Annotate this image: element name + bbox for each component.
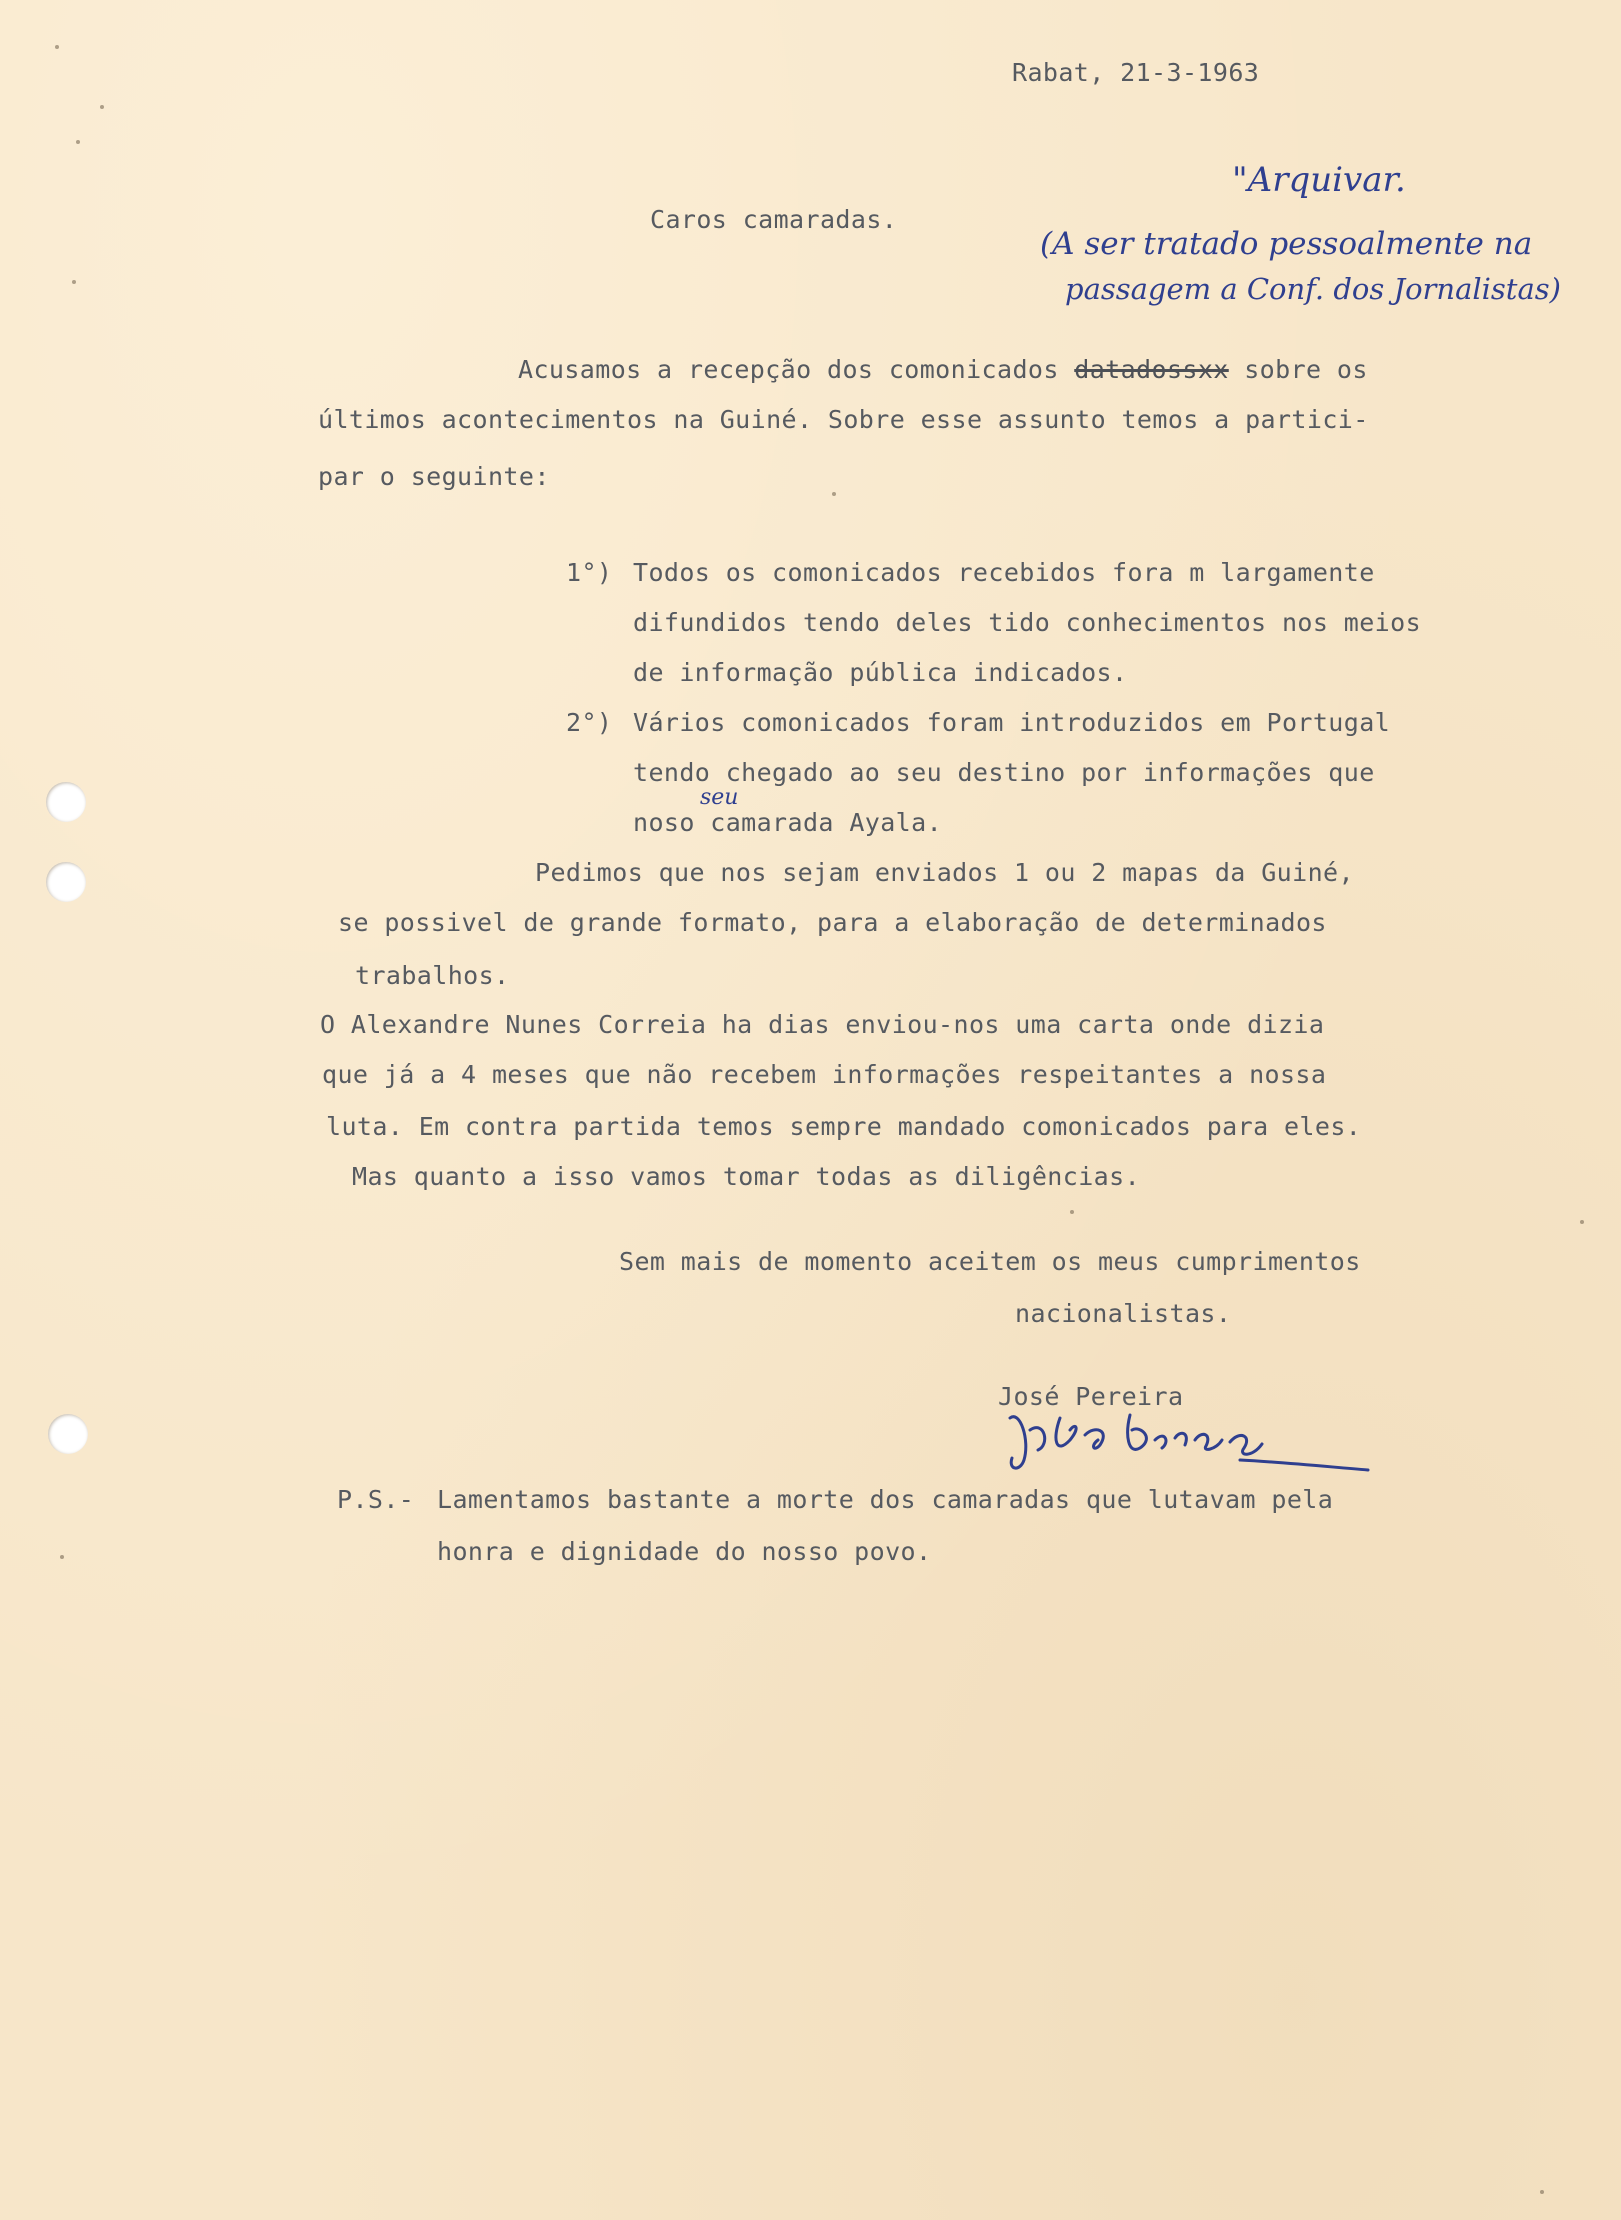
handwritten-note-line2: passagem a Conf. dos Jornalistas)	[1065, 272, 1561, 306]
item-1-line-1: Todos os comonicados recebidos fora m largamente	[633, 558, 1375, 587]
paper-speck	[1070, 1210, 1074, 1214]
paragraph-3-line-3: luta. Em contra partida temos sempre mandado comonicados para eles.	[326, 1112, 1362, 1141]
paragraph-1-line-3: par o seguinte:	[318, 462, 550, 491]
paper-speck	[1540, 2190, 1544, 2194]
punch-hole-bottom	[48, 1414, 88, 1454]
item-2-line-3: noso camarada Ayala.	[633, 808, 943, 837]
item-1-line-3: de informação pública indicados.	[633, 658, 1128, 687]
paragraph-3-line-4: Mas quanto a isso vamos tomar todas as diligências.	[352, 1162, 1141, 1191]
item-2-line-1: Vários comonicados foram introduzidos em Portugal	[633, 708, 1391, 737]
paper-speck	[72, 280, 76, 284]
item-1-marker: 1°)	[566, 558, 613, 587]
closing-line-1: Sem mais de momento aceitem os meus cumprimentos	[619, 1247, 1361, 1276]
paragraph-1-line-1-end: sobre os	[1244, 355, 1368, 384]
handwritten-note-line1: (A ser tratado pessoalmente na	[1040, 226, 1533, 262]
handwritten-insert: seu	[700, 785, 739, 810]
paragraph-2-line-2: se possivel de grande formato, para a elaboração de determinados	[338, 908, 1327, 937]
handwritten-signature	[990, 1400, 1380, 1480]
paper-speck	[100, 105, 104, 109]
paper-speck	[55, 45, 59, 49]
ps-line-2: honra e dignidade do nosso povo.	[437, 1537, 932, 1566]
letter-date: Rabat, 21-3-1963	[1012, 58, 1260, 87]
punch-hole-middle	[46, 862, 86, 902]
ps-label: P.S.-	[337, 1485, 415, 1514]
paragraph-1-line-1-start: Acusamos a recepção dos comonicados	[518, 355, 1059, 384]
paragraph-3-line-1: O Alexandre Nunes Correia ha dias enviou-nos uma carta onde dizia	[320, 1010, 1325, 1039]
salutation: Caros camaradas.	[650, 205, 898, 234]
item-2-line-2: tendo chegado ao seu destino por informações que	[633, 758, 1375, 787]
item-1-line-2: difundidos tendo deles tido conhecimentos nos meios	[633, 608, 1422, 637]
punch-hole-top	[46, 782, 86, 822]
paper-speck	[76, 140, 80, 144]
signatory-name: José Pereira	[998, 1382, 1184, 1411]
item-2-marker: 2°)	[566, 708, 613, 737]
paragraph-2-line-3: trabalhos.	[355, 961, 510, 990]
paragraph-1-line-1	[518, 355, 1368, 385]
closing-line-2: nacionalistas.	[1015, 1299, 1232, 1328]
paragraph-1-line-2: últimos acontecimentos na Guiné. Sobre esse assunto temos a partici-	[318, 405, 1369, 434]
handwritten-note-title: "Arquivar.	[1232, 160, 1406, 200]
struck-word: datadossxx	[1074, 355, 1229, 384]
paragraph-2-line-1: Pedimos que nos sejam enviados 1 ou 2 mapas da Guiné,	[535, 858, 1354, 887]
ps-line-1: Lamentamos bastante a morte dos camaradas que lutavam pela	[437, 1485, 1334, 1514]
paper-speck	[1580, 1220, 1584, 1224]
paragraph-3-line-2: que já a 4 meses que não recebem informações respeitantes a nossa	[322, 1060, 1327, 1089]
paper-speck	[832, 492, 836, 496]
paper-speck	[60, 1555, 64, 1559]
